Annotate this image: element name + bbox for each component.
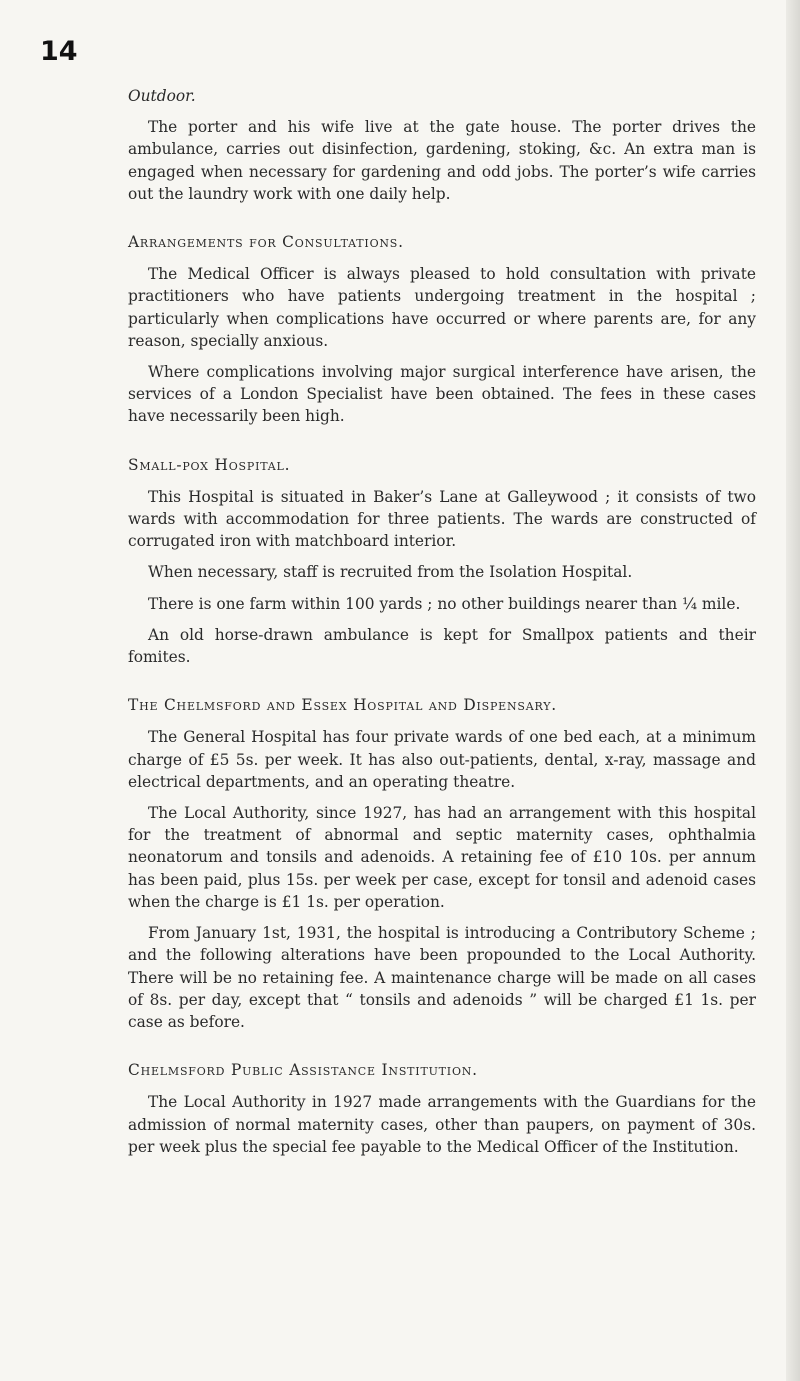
heading-public-assistance-institution: Chelmsford Public Assistance Institution. bbox=[128, 1061, 478, 1080]
paragraph: This Hospital is situated in Baker’s Lane at Galleywood ; it consists of two wards with accommodation for three patients. The wards are constructed of corrugated iron with matchboard interior. bbox=[128, 487, 756, 551]
page-edge-shadow bbox=[786, 0, 800, 1381]
paragraph: An old horse-drawn ambulance is kept for Smallpox patients and their fomites. bbox=[128, 625, 756, 667]
paragraph: The porter and his wife live at the gate house. The porter drives the ambulance, carries out disinfection, gardening, stoking, &c. An extra man is engaged when necessary for gardening and odd jobs. The porter’s wife carries out the laundry work with one daily help. bbox=[128, 118, 756, 203]
paragraph: The Local Authority in 1927 made arrangements with the Guardians for the admission of normal maternity cases, other than paupers, on payment of 30s. per week plus the special fee payable to the Medical Officer of the Institution. bbox=[128, 1093, 756, 1156]
paragraph: When necessary, staff is recruited from the Isolation Hospital. bbox=[148, 563, 633, 582]
paragraph: Where complications involving major surgical interference have arisen, the services of a London Specialist have been obtained. The fees in these cases have necessarily been high. bbox=[128, 363, 756, 426]
paragraph: The Medical Officer is always pleased to hold consultation with private practitioners who have patients undergoing treatment in the hospital ; particularly when complications have occurred or where parents are, for any reason, specially anxious. bbox=[128, 265, 756, 350]
paragraph: The Local Authority, since 1927, has had an arrangement with this hospital for the treatment of abnormal and septic maternity cases, ophthalmia neonatorum and tonsils and adenoids. A retaining fee of £10 10s. per annum has been paid, plus 15s. per week per case, except for tonsil and adenoid cases when the charge is £1 1s. per operation. bbox=[128, 804, 756, 911]
paragraph: From January 1st, 1931, the hospital is introducing a Contributory Scheme ; and the following alterations have been propounded to the Local Authority. There will be no retaining fee. A maintenance charge will be made on all cases of 8s. per day, except that “ tonsils and adenoids ” will be charged £1 1s. per case as before. bbox=[128, 924, 756, 1031]
paragraph: The General Hospital has four private wards of one bed each, at a minimum charge of £5 5s. per week. It has also out-patients, dental, x-ray, massage and electrical departments, and an operating theatre. bbox=[128, 728, 756, 791]
document-body bbox=[128, 85, 756, 1158]
paragraph: There is one farm within 100 yards ; no other buildings nearer than ¼ mile. bbox=[148, 594, 741, 613]
heading-consultations: Arrangements for Consultations. bbox=[128, 233, 404, 252]
page-number: 14 bbox=[40, 36, 78, 67]
heading-smallpox-hospital: Small-pox Hospital. bbox=[128, 455, 291, 474]
section-title-outdoor: Outdoor. bbox=[128, 87, 196, 105]
heading-chelmsford-essex-hospital: The Chelmsford and Essex Hospital and Dispensary. bbox=[128, 696, 558, 715]
